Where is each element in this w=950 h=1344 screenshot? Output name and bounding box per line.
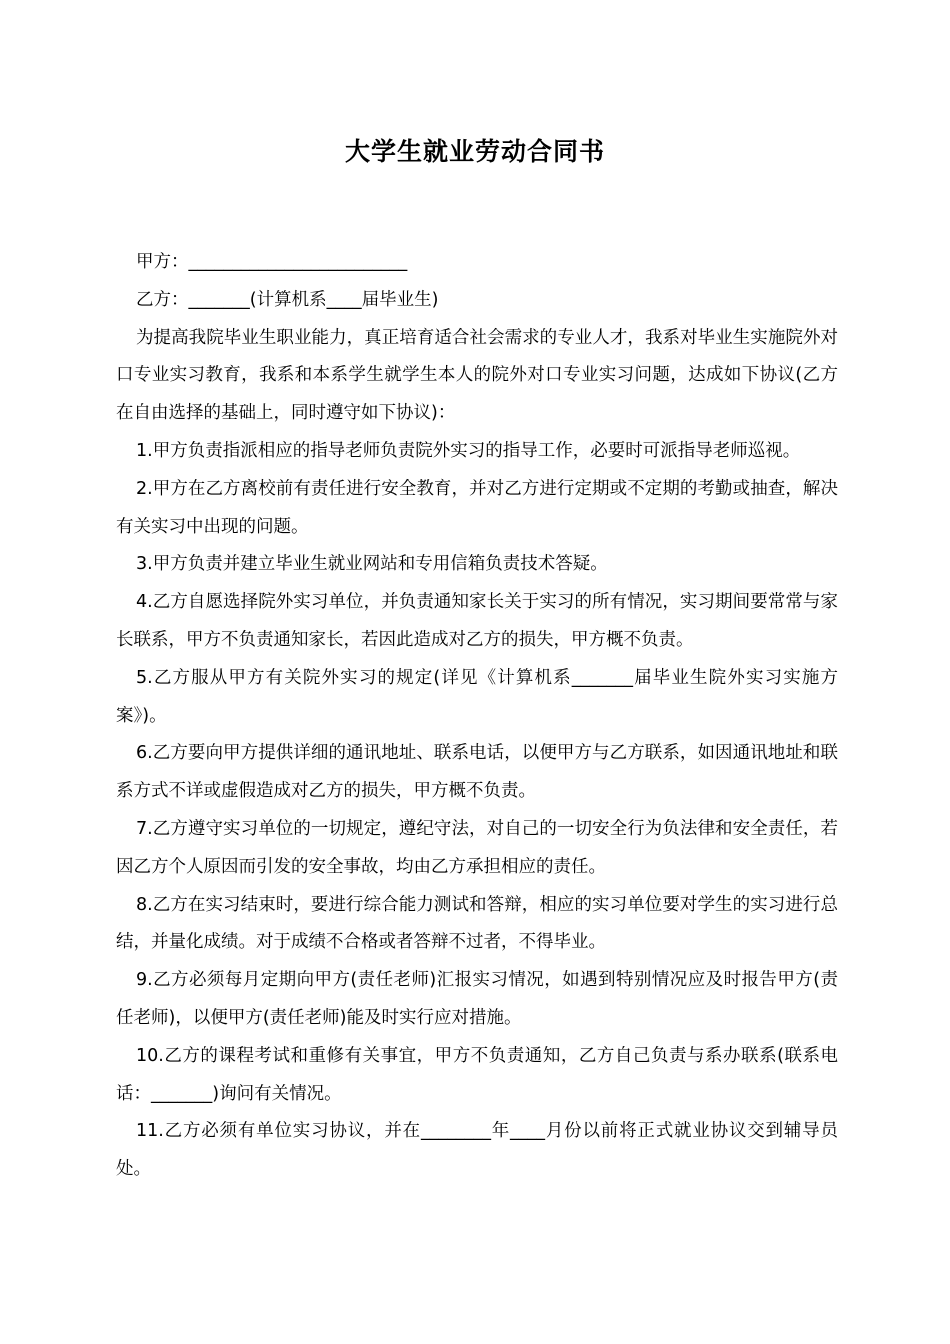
document-title: 大学生就业劳动合同书 <box>344 137 605 166</box>
clause-10: 10.乙方的课程考试和重修有关事宜，甲方不负责通知，乙方自己负责与系办联系(联系电话：_______)询问有关情况。 <box>116 1045 838 1104</box>
clause-4: 4.乙方自愿选择院外实习单位，并负责通知家长关于实习的所有情况，实习期间要常常与家长联系，甲方不负责通知家长，若因此造成对乙方的损失，甲方概不负责。 <box>116 592 838 650</box>
clause-5: 5.乙方服从甲方有关院外实习的规定(详见《计算机系_______届毕业生院外实习实施方案》)。 <box>116 667 838 726</box>
preamble-paragraph: 为提高我院毕业生职业能力，真正培育适合社会需求的专业人才，我系对毕业生实施院外对口专业实习教育，我系和本系学生就学生本人的院外对口专业实习问题，达成如下协议(乙方在自由选择的基础上，同时遵守如下协议)： <box>116 327 838 424</box>
clause-9: 9.乙方必须每月定期向甲方(责任老师)汇报实习情况，如遇到特别情况应及时报告甲方(责任老师)，以便甲方(责任老师)能及时实行应对措施。 <box>116 970 838 1028</box>
clause-8: 8.乙方在实习结束时，要进行综合能力测试和答辩，相应的实习单位要对学生的实习进行总结，并量化成绩。对于成绩不合格或者答辩不过者，不得毕业。 <box>116 894 838 953</box>
clause-3: 3.甲方负责并建立毕业生就业网站和专用信箱负责技术答疑。 <box>136 554 608 575</box>
document-body <box>116 244 838 1189</box>
clause-2: 2.甲方在乙方离校前有责任进行安全教育，并对乙方进行定期或不定期的考勤或抽查，解决有关实习中出现的问题。 <box>116 478 838 537</box>
party-a-line: 甲方：_________________________ <box>136 252 408 272</box>
clause-1: 1.甲方负责指派相应的指导老师负责院外实习的指导工作，必要时可派指导老师巡视。 <box>136 440 801 461</box>
clause-11: 11.乙方必须有单位实习协议，并在________年____月份以前将正式就业协议交到辅导员处。 <box>116 1121 838 1180</box>
party-b-line: 乙方：_______(计算机系____届毕业生) <box>136 289 439 310</box>
clause-6: 6.乙方要向甲方提供详细的通讯地址、联系电话，以便甲方与乙方联系，如因通讯地址和联系方式不详或虚假造成对乙方的损失，甲方概不负责。 <box>116 743 838 802</box>
clause-7: 7.乙方遵守实习单位的一切规定，遵纪守法，对自己的一切安全行为负法律和安全责任，若因乙方个人原因而引发的安全事故，均由乙方承担相应的责任。 <box>116 818 838 877</box>
